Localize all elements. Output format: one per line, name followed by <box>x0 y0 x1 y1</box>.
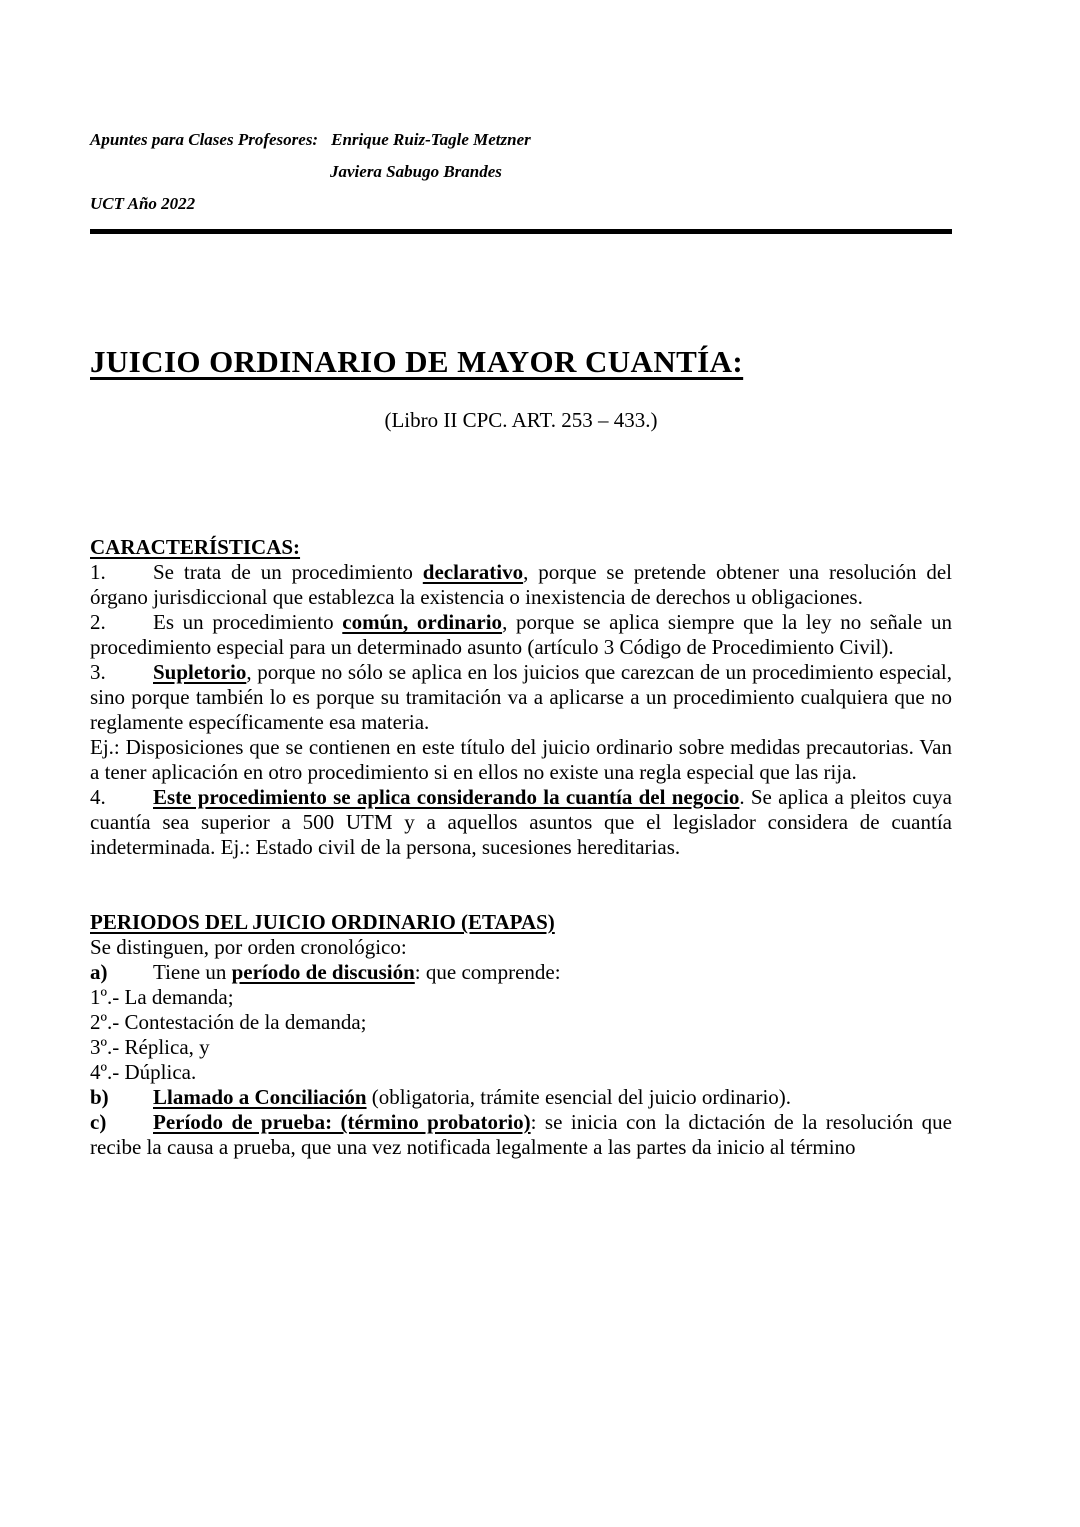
paragraph-item-2 <box>90 610 952 660</box>
item-3-text-post: , porque no sólo se aplica en los juicios que carezcan de un procedimiento especial, sino porque también lo es porque su tramitación va a aplicarse a un procedimiento cualquiera que no reglamente específicamente esa materia. <box>90 660 952 734</box>
item-a-emphasis: período de discusión <box>231 960 415 984</box>
list-item-contestacion: 2º.- Contestación de la demanda; <box>90 1010 367 1034</box>
document-title: JUICIO ORDINARIO DE MAYOR CUANTÍA: <box>90 344 744 379</box>
list-item-replica: 3º.- Réplica, y <box>90 1035 210 1059</box>
item-b-emphasis: Llamado a Conciliación <box>153 1085 367 1109</box>
section-heading-caracteristicas: CARACTERÍSTICAS: <box>90 535 301 559</box>
item-1-number: 1. <box>90 560 106 584</box>
item-a-letter: a) <box>90 960 108 984</box>
paragraph-item-4 <box>90 785 952 860</box>
item-2-text-pre: Es un procedimiento <box>153 610 343 634</box>
list-item-duplica: 4º.- Dúplica. <box>90 1060 197 1084</box>
paragraph-item-1 <box>90 560 952 610</box>
header-line-1 <box>90 124 952 156</box>
item-b-text-post: (obligatoria, trámite esencial del juicio ordinario). <box>366 1085 792 1109</box>
item-1-text-post: , porque se pretende obtener una resolución del órgano jurisdiccional que establezca la existencia o inexistencia de derechos u obligaciones. <box>90 560 952 609</box>
header-course-label: Apuntes para Clases Profesores: <box>90 130 319 149</box>
item-1-emphasis: declarativo <box>422 560 524 584</box>
paragraph-example: Ej.: Disposiciones que se contienen en este título del juicio ordinario sobre medidas precautorias. Van a tener aplicación en otro procedimiento si en ellos no existe una regla especial que las rija. <box>90 735 952 784</box>
item-1-text-pre: Se trata de un procedimiento <box>153 560 423 584</box>
item-2-text-post: , porque se aplica siempre que la ley no señale un procedimiento especial para un determinado asunto (artículo 3 Código de Procedimiento Civil). <box>90 610 953 659</box>
item-2-emphasis: común, ordinario <box>342 610 503 634</box>
periodos-intro: Se distinguen, por orden cronológico: <box>90 935 407 959</box>
item-2-number: 2. <box>90 610 106 634</box>
paragraph-item-a <box>90 960 952 985</box>
header-author-1: Enrique Ruiz-Tagle Metzner <box>331 130 531 149</box>
paragraph-item-b <box>90 1085 952 1110</box>
document-subtitle: (Libro II CPC. ART. 253 – 433.) <box>384 408 658 432</box>
item-4-text-post: . Se aplica a pleitos cuya cuantía sea superior a 500 UTM y a aquellos asuntos que el legislador considera de cuantía indeterminada. Ej.: Estado civil de la persona, sucesiones hereditarias. <box>90 785 952 859</box>
item-a-text-pre: Tiene un <box>153 960 232 984</box>
item-3-emphasis: Supletorio <box>153 660 247 684</box>
paragraph-item-c <box>90 1110 952 1160</box>
item-c-emphasis: Período de prueba: (término probatorio) <box>153 1110 531 1134</box>
list-item-demanda: 1º.- La demanda; <box>90 985 234 1009</box>
header-institution-year: UCT Año 2022 <box>90 194 196 213</box>
section-heading-periodos: PERIODOS DEL JUICIO ORDINARIO (ETAPAS) <box>90 910 555 934</box>
item-c-letter: c) <box>90 1110 107 1134</box>
item-a-text-post: : que comprende: <box>414 960 561 984</box>
item-4-emphasis: Este procedimiento se aplica considerando la cuantía del negocio <box>153 785 740 809</box>
header-divider-rule <box>90 229 952 234</box>
document-header <box>90 124 952 220</box>
item-c-text-post: : se inicia con la dictación de la resolución que recibe la causa a prueba, que una vez notificada legalmente a las partes da inicio al término <box>90 1110 953 1159</box>
item-b-letter: b) <box>90 1085 109 1109</box>
item-4-number: 4. <box>90 785 106 809</box>
discussion-stage-list <box>90 985 952 1085</box>
header-author-2: Javiera Sabugo Brandes <box>330 162 502 181</box>
item-3-number: 3. <box>90 660 106 684</box>
paragraph-item-3 <box>90 660 952 735</box>
page-content <box>90 0 952 1160</box>
